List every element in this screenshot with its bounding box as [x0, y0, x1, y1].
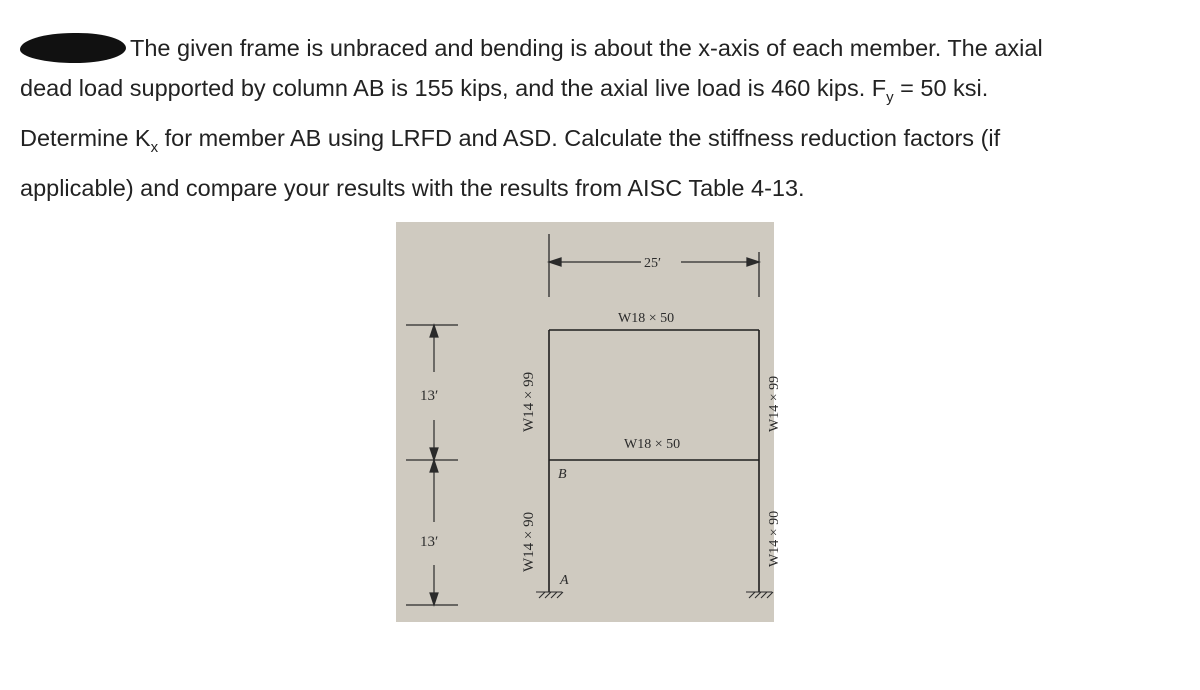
- problem-line-1: The given frame is unbraced and bending is about the x-axis of each member. The axial: [20, 28, 1185, 68]
- frame-members: [549, 330, 759, 592]
- left-support: [536, 592, 563, 598]
- story-upper-label: 13′: [420, 388, 439, 404]
- frame-figure: [396, 222, 782, 622]
- right-column-upper-label: W14 × 99: [767, 375, 782, 432]
- problem-statement: [20, 28, 1185, 208]
- problem-line-2: dead load supported by column AB is 155 kips, and the axial live load is 460 kips. $F_y = 50$ ksi.: [20, 75, 989, 106]
- top-beam-label: W18 × 50: [618, 311, 675, 326]
- problem-line-3: Determine $K_x$ for member AB using LRFD and ASD. Calculate the stiffness reduction factors (if: [20, 125, 1001, 156]
- right-column-lower-label: W14 × 90: [767, 510, 782, 567]
- frame-diagram: [396, 222, 782, 622]
- right-support: [746, 592, 773, 598]
- redaction-mark: [20, 33, 126, 63]
- joint-a-label: A: [560, 573, 569, 588]
- left-column-upper-label: W14 × 99: [521, 371, 537, 432]
- problem-line-4: applicable) and compare your results with the results from AISC Table 4-13.: [20, 175, 805, 201]
- story-lower-label: 13′: [420, 534, 439, 550]
- joint-b-label: B: [558, 467, 567, 482]
- story-dimensions: [406, 325, 458, 605]
- span-label: 25′: [644, 256, 662, 271]
- middle-beam-label: W18 × 50: [624, 437, 681, 452]
- left-column-lower-label: W14 × 90: [521, 511, 537, 572]
